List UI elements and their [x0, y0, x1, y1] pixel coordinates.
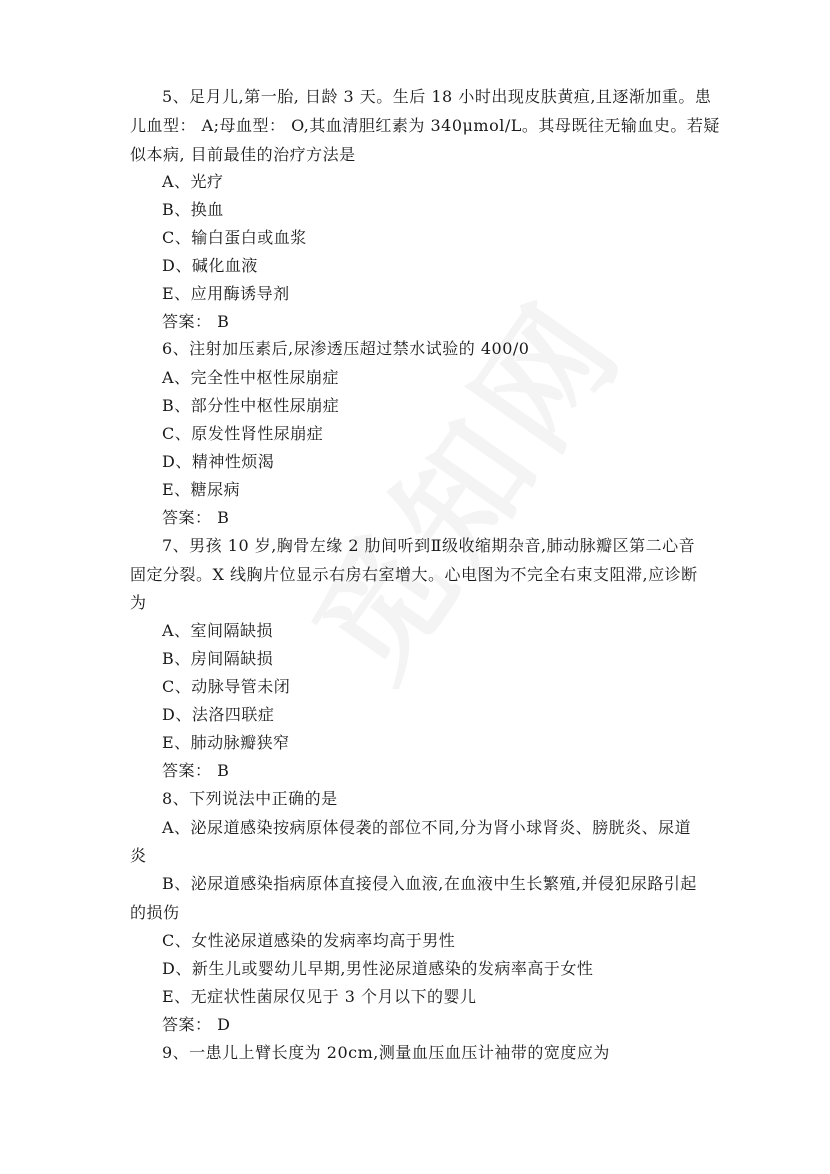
q5-option-c: C、输白蛋白或血浆 [162, 228, 307, 247]
question-7-line-2: 固定分裂。X 线胸片位显示右房右室增大。心电图为不完全右束支阻滞,应诊断 [130, 565, 698, 584]
q8-option-b-line-2: 的损伤 [130, 903, 180, 922]
q8-answer: 答案： D [162, 1015, 231, 1034]
q8-option-e: E、无症状性菌尿仅见于 3 个月以下的婴儿 [162, 987, 477, 1006]
question-5-line-2: 儿血型： A;母血型： O,其血清胆红素为 340μmol/L。其母既往无输血史。若疑 [130, 116, 720, 135]
q6-option-b: B、部分性中枢性尿崩症 [162, 396, 340, 415]
q6-option-a: A、完全性中枢性尿崩症 [162, 368, 340, 387]
question-9-line-1: 9、一患儿上臂长度为 20cm,测量血压血压计袖带的宽度应为 [162, 1043, 610, 1062]
q5-option-a: A、光疗 [162, 172, 224, 191]
q8-option-a-line-1: A、泌尿道感染按病原体侵袭的部位不同,分为肾小球肾炎、膀胱炎、尿道 [162, 818, 692, 837]
q8-option-b-line-1: B、泌尿道感染指病原体直接侵入血液,在血液中生长繁殖,并侵犯尿路引起 [162, 874, 697, 893]
question-7-line-3: 为 [130, 593, 147, 612]
question-5-line-3: 似本病, 目前最佳的治疗方法是 [130, 145, 356, 164]
q8-option-d: D、新生儿或婴幼儿早期,男性泌尿道感染的发病率高于女性 [162, 959, 594, 978]
q7-option-a: A、室间隔缺损 [162, 621, 274, 640]
question-5-line-1: 5、足月儿,第一胎, 日龄 3 天。生后 18 小时出现皮肤黄疸,且逐渐加重。患 [162, 87, 712, 106]
question-6-line-1: 6、注射加压素后,尿渗透压超过禁水试验的 400/0 [162, 339, 530, 358]
q5-option-e: E、应用酶诱导剂 [162, 284, 290, 303]
q6-answer: 答案： B [162, 508, 230, 527]
q6-option-d: D、精神性烦渴 [162, 452, 275, 471]
q7-answer: 答案： B [162, 761, 230, 780]
question-8-line-1: 8、下列说法中正确的是 [162, 789, 338, 808]
q7-option-c: C、动脉导管未闭 [162, 677, 291, 696]
q5-answer: 答案： B [162, 312, 230, 331]
q5-option-b: B、换血 [162, 200, 224, 219]
q8-option-c: C、女性泌尿道感染的发病率均高于男性 [162, 931, 456, 950]
q6-option-c: C、原发性肾性尿崩症 [162, 424, 324, 443]
question-7-line-1: 7、男孩 10 岁,胸骨左缘 2 肋间听到Ⅱ级收缩期杂音,肺动脉瓣区第二心音 [162, 536, 696, 555]
q5-option-d: D、碱化血液 [162, 256, 258, 275]
q7-option-e: E、肺动脉瓣狭窄 [162, 733, 290, 752]
q8-option-a-line-2: 炎 [130, 846, 147, 865]
q7-option-d: D、法洛四联症 [162, 705, 275, 724]
q6-option-e: E、糖尿病 [162, 480, 241, 499]
q7-option-b: B、房间隔缺损 [162, 649, 274, 668]
